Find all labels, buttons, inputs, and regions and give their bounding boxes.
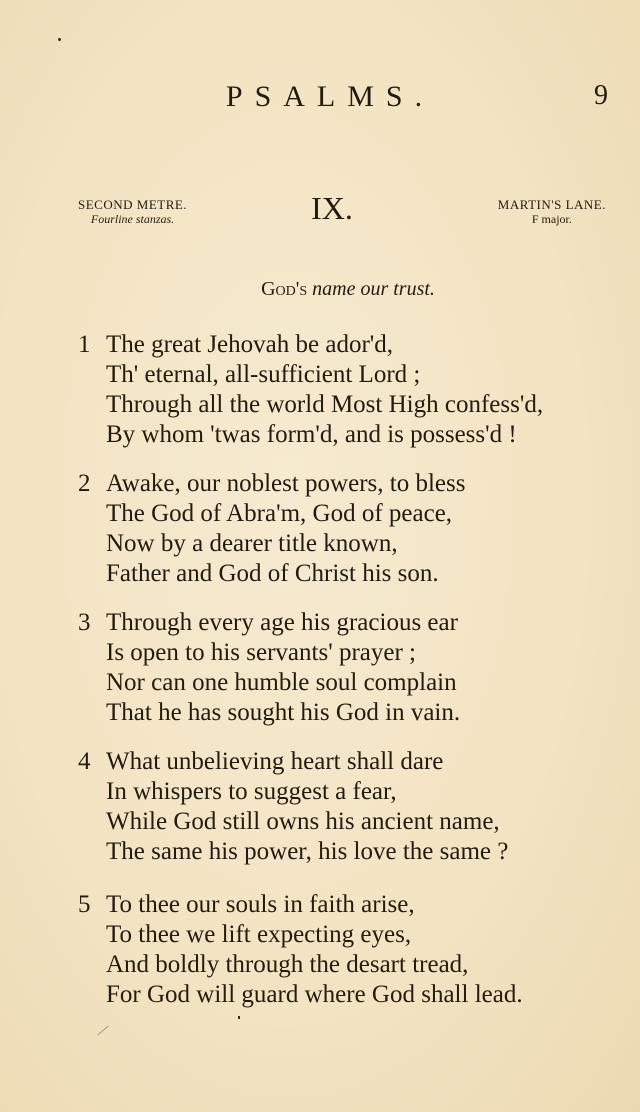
stanza-number: 3 — [78, 609, 91, 636]
verse-line: Th' eternal, all-sufficient Lord ; — [106, 361, 421, 388]
verse-line: Is open to his servants' prayer ; — [106, 639, 416, 666]
running-title: PSALMS. — [225, 80, 435, 113]
verse-line: And boldly through the desart tread, — [106, 951, 469, 978]
verse-line: That he has sought his God in vain. — [106, 699, 461, 726]
stanza-number: 4 — [78, 748, 91, 775]
verse-line: Nor can one humble soul complain — [106, 669, 457, 696]
stanza-number: 5 — [78, 891, 91, 918]
stanza-1 — [78, 330, 618, 450]
verse-line: Now by a dearer title known, — [106, 530, 398, 557]
stanza-2 — [78, 469, 618, 589]
page-number: 9 — [594, 80, 608, 111]
verse-line: Through all the world Most High confess'd, — [106, 391, 544, 418]
subtitle-rest: name our trust. — [307, 278, 435, 300]
stanza-4 — [78, 747, 618, 867]
verse-line: While God still owns his ancient name, — [106, 808, 500, 835]
metre-label: SECOND METRE. — [78, 197, 188, 212]
verse-line: Awake, our noblest powers, to bless — [106, 470, 466, 497]
verse-line: The great Jehovah be ador'd, — [106, 331, 394, 358]
verse-line: To thee our souls in faith arise, — [106, 891, 415, 918]
psalm-subtitle — [0, 278, 640, 301]
stanza-number: 2 — [78, 470, 91, 497]
verse-line: To thee we lift expecting eyes, — [106, 921, 412, 948]
stanza-number: 1 — [78, 331, 91, 358]
stanza-form-label: Fourline stanzas. — [90, 212, 175, 226]
verse-line: For God will guard where God shall lead. — [106, 981, 523, 1008]
verse-line: In whispers to suggest a fear, — [106, 778, 397, 805]
tune-info — [498, 198, 606, 226]
ink-speck — [58, 38, 61, 41]
psalm-numeral: IX. — [311, 190, 353, 226]
subtitle-god: God's — [261, 278, 308, 300]
verse-line: The God of Abra'm, God of peace, — [106, 500, 453, 527]
stanza-3 — [78, 608, 618, 728]
verse-line: The same his power, his love the same ? — [106, 838, 509, 865]
verse-line: By whom 'twas form'd, and is possess'd ! — [106, 421, 517, 448]
verse-line: What unbelieving heart shall dare — [106, 748, 444, 775]
verse-line: Father and God of Christ his son. — [106, 560, 439, 587]
verse-line: Through every age his gracious ear — [106, 609, 458, 636]
tune-key: F major. — [531, 212, 572, 226]
ink-speck — [238, 1016, 240, 1019]
tune-name: MARTIN'S LANE. — [497, 197, 606, 212]
pencil-stroke — [97, 1026, 108, 1036]
stanza-5 — [78, 890, 618, 1010]
